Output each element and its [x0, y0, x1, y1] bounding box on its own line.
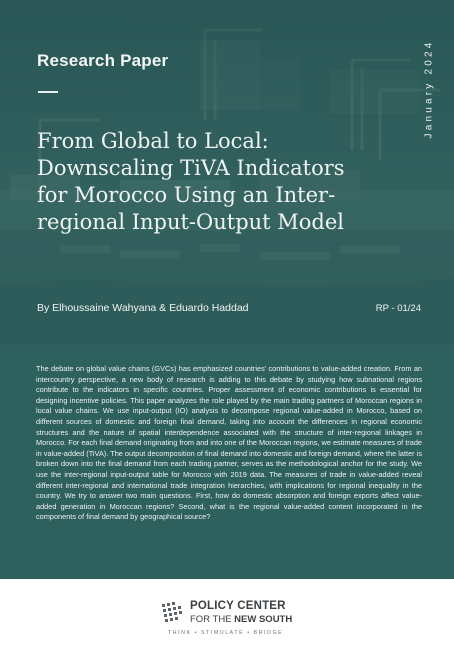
- logo-line-2: [190, 614, 292, 625]
- publication-date-text: January 2024: [423, 39, 435, 139]
- logo-tagline: THINK • STIMULATE • BRIDGE: [168, 630, 284, 636]
- paper-title: From Global to Local: Downscaling TiVA Indicators for Morocco Using an Inter-regional Input-Output Model: [37, 129, 345, 234]
- publication-date: [422, 24, 436, 154]
- abstract-text: The debate on global value chains (GVCs) has emphasized countries’ contributions to value-added creation. From an intercountry perspective, a new body of research is adding to this debate by studying how subnational regions contribute to the indicators in specific countries. Proper assessment of economic contributions is essential for designing incentive policies. This paper analyzes the role played by the main trading partners of Moroccan regions in local value chains. We use input-output (IO) analysis to decompose regional value-added in Morocco, based on different sources of domestic and foreign final demand, taking into account the differences in regional economic structures and the nature of spatial interdependence associated with the structure of inter-regional linkages in Morocco. For each final demand originating from and into one of the Moroccan regions, we estimate measures of trade in value-added (TiVA). The output decomposition of final demand into domestic and foreign demand, where the latter is broken down into the final demand from each trading partner, serves as the methodological anchor for the study. We use the inter-regional input-output table for Morocco with 2019 data. The measures of trade in value-added reveal different inter-regional and international trade integration hierarchies, with implications for regional inequality in the country. We try to answer two main questions. First, how do domestic absorption and foreign exports affect value-added generation in Moroccan regions? Second, what is the regional value-added content incorporated in the components of final demand by geographical source?: [36, 364, 422, 522]
- paper-code: RP - 01/24: [375, 303, 421, 314]
- logo-line-2-bold: NEW SOUTH: [234, 614, 293, 625]
- policy-center-logo-icon: [160, 601, 184, 625]
- publisher-logo[interactable]: [160, 600, 300, 640]
- document-type-label: Research Paper: [37, 51, 169, 70]
- label-underline: [38, 91, 58, 93]
- logo-line-1: POLICY CENTER: [190, 600, 286, 612]
- author-line: By Elhoussaine Wahyana & Eduardo Haddad: [37, 302, 249, 314]
- logo-line-2-prefix: FOR THE: [190, 614, 235, 625]
